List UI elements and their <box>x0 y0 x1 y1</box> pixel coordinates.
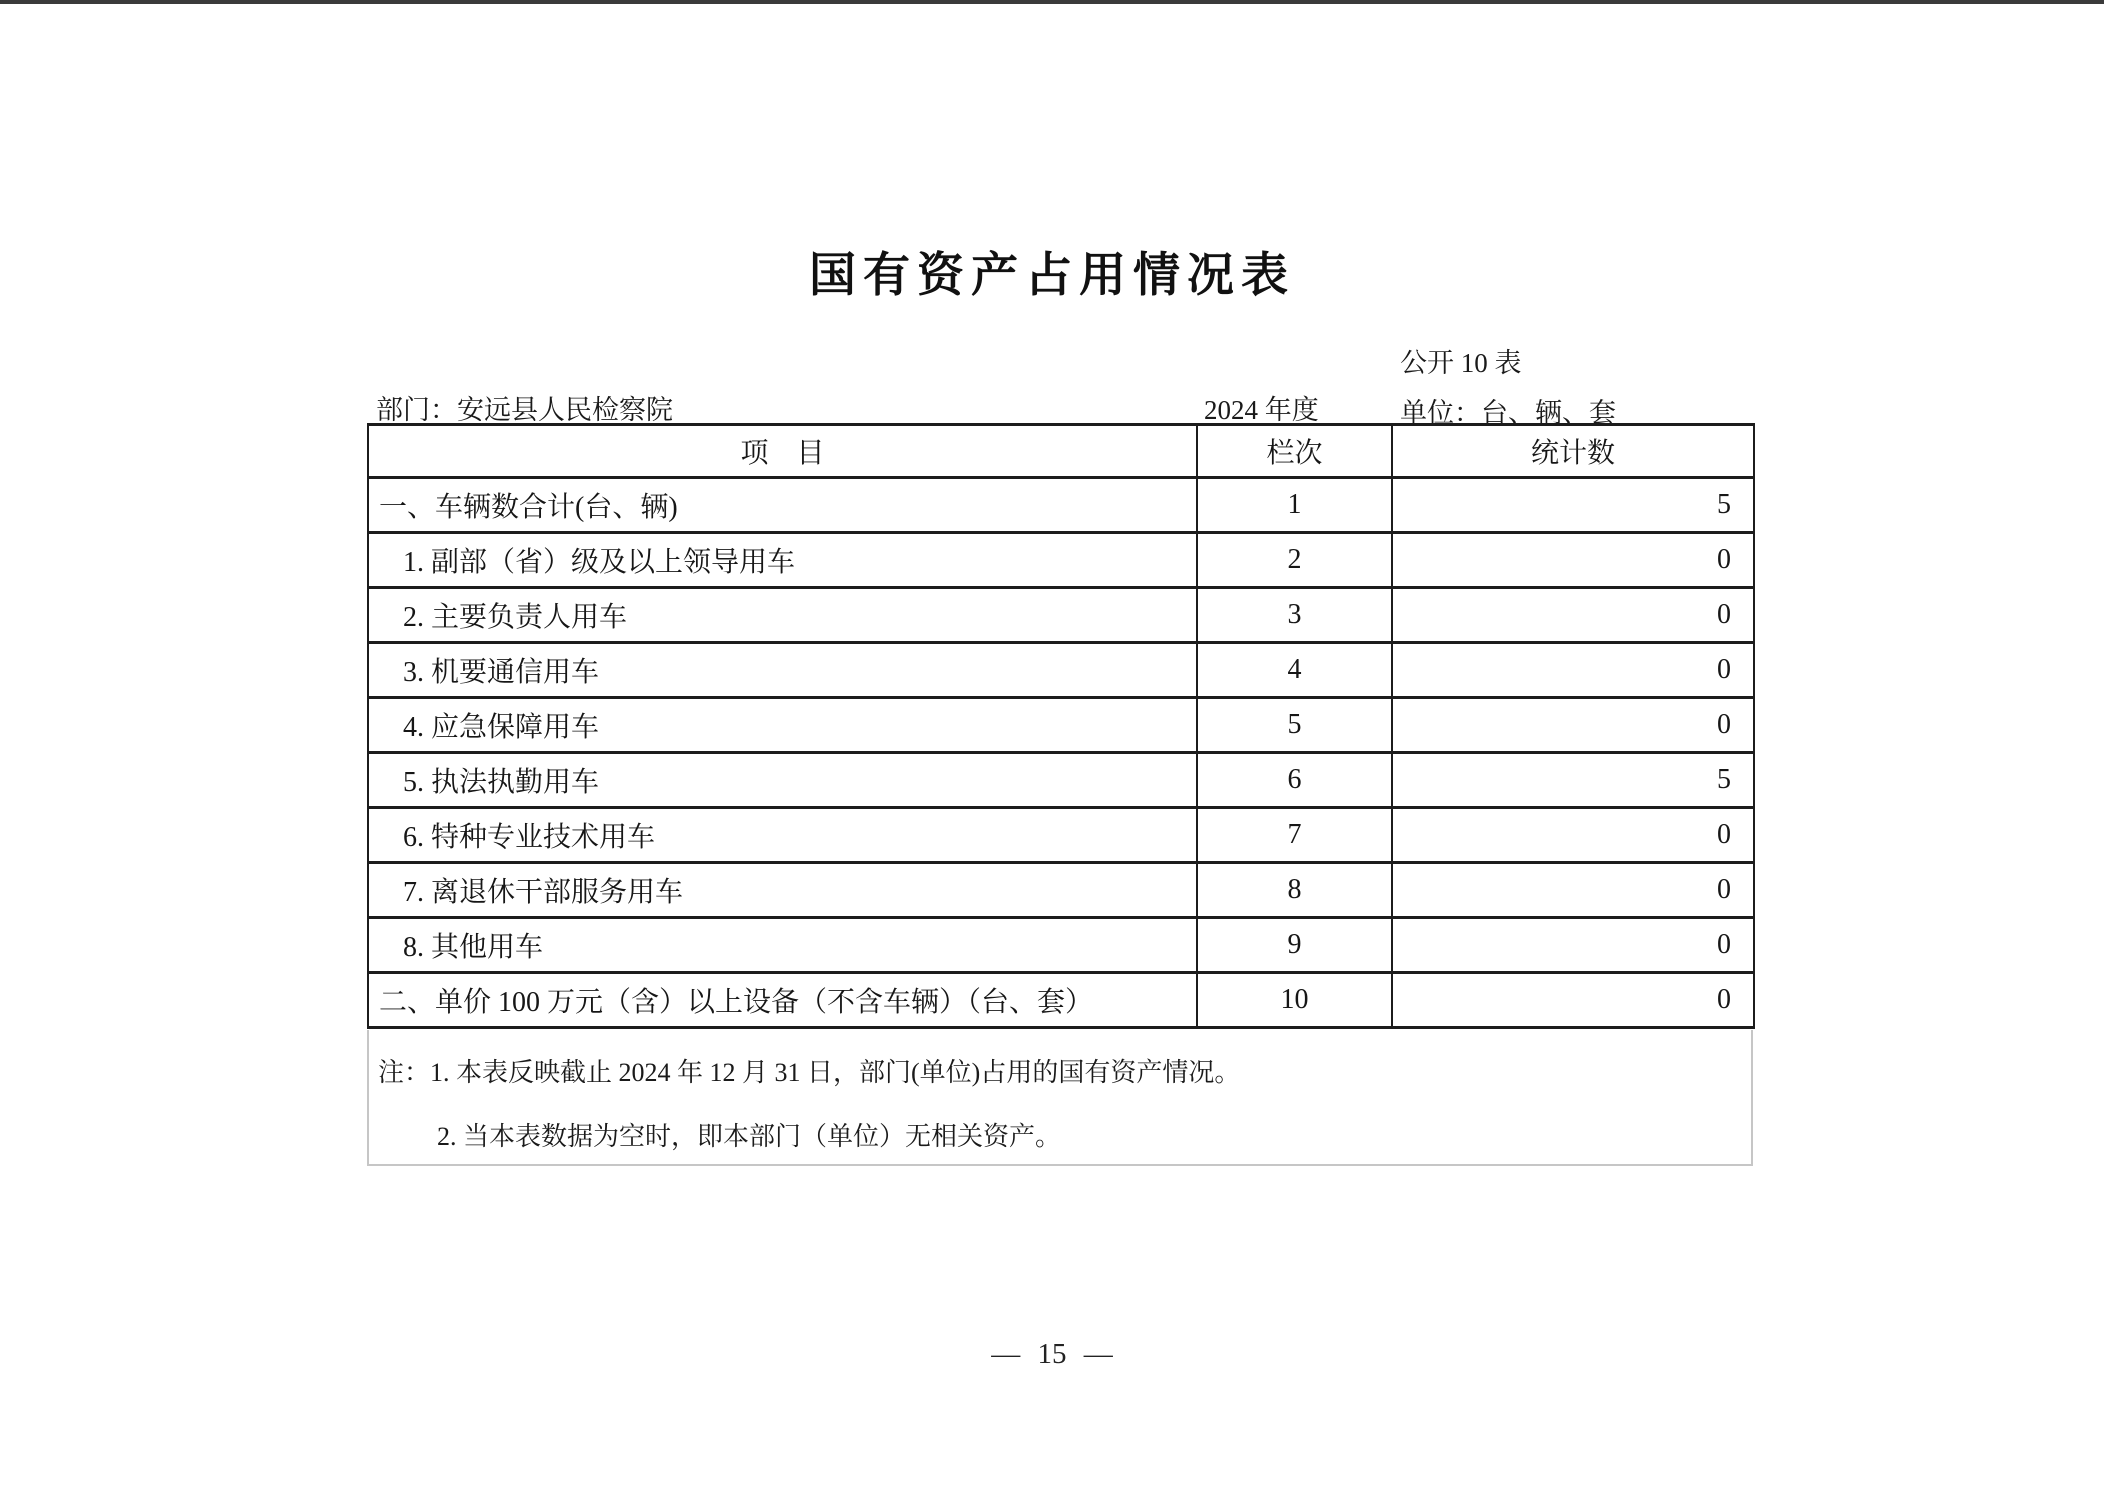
column-cell: 10 <box>1197 973 1392 1028</box>
table-header-row <box>368 425 1754 478</box>
column-cell: 5 <box>1197 698 1392 753</box>
table-row <box>368 643 1754 698</box>
table-row <box>368 973 1754 1028</box>
table-row <box>368 753 1754 808</box>
item-cell: 二、单价 100 万元（含）以上设备（不含车辆）（台、套） <box>368 973 1197 1028</box>
value-cell: 0 <box>1392 918 1754 973</box>
item-cell: 6. 特种专业技术用车 <box>368 808 1197 863</box>
table-row <box>368 698 1754 753</box>
value-cell: 5 <box>1392 478 1754 533</box>
page-title: 国有资产占用情况表 <box>809 248 1295 301</box>
notes-box <box>367 1030 1753 1166</box>
column-cell: 3 <box>1197 588 1392 643</box>
item-cell: 3. 机要通信用车 <box>368 643 1197 698</box>
year-label: 2024 年度 <box>1204 395 1319 425</box>
unit-label: 单位：台、辆、套 <box>1400 398 1616 428</box>
item-cell: 4. 应急保障用车 <box>368 698 1197 753</box>
item-cell: 2. 主要负责人用车 <box>368 588 1197 643</box>
header-item: 项 目 <box>368 425 1197 478</box>
table-row <box>368 918 1754 973</box>
item-cell: 5. 执法执勤用车 <box>368 753 1197 808</box>
window-top-border <box>0 0 2104 4</box>
table-row <box>368 588 1754 643</box>
public-table-label: 公开 10 表 <box>1400 348 1522 378</box>
column-cell: 4 <box>1197 643 1392 698</box>
value-cell: 0 <box>1392 698 1754 753</box>
table-row <box>368 533 1754 588</box>
column-cell: 8 <box>1197 863 1392 918</box>
item-cell: 8. 其他用车 <box>368 918 1197 973</box>
column-cell: 9 <box>1197 918 1392 973</box>
value-cell: 0 <box>1392 588 1754 643</box>
item-cell: 7. 离退休干部服务用车 <box>368 863 1197 918</box>
table-row <box>368 808 1754 863</box>
table-row <box>368 863 1754 918</box>
value-cell: 0 <box>1392 533 1754 588</box>
table-row <box>368 478 1754 533</box>
column-cell: 6 <box>1197 753 1392 808</box>
header-column: 栏次 <box>1197 425 1392 478</box>
department-label: 部门：安远县人民检察院 <box>376 395 673 425</box>
asset-table <box>367 423 1755 1029</box>
value-cell: 0 <box>1392 808 1754 863</box>
note-1: 注：1. 本表反映截止 2024 年 12 月 31 日，部门(单位)占用的国有资产情况。 <box>378 1058 1241 1087</box>
item-cell: 1. 副部（省）级及以上领导用车 <box>368 533 1197 588</box>
header-count: 统计数 <box>1392 425 1754 478</box>
column-cell: 7 <box>1197 808 1392 863</box>
value-cell: 0 <box>1392 643 1754 698</box>
column-cell: 2 <box>1197 533 1392 588</box>
value-cell: 0 <box>1392 863 1754 918</box>
column-cell: 1 <box>1197 478 1392 533</box>
value-cell: 5 <box>1392 753 1754 808</box>
item-cell: 一、车辆数合计(台、辆) <box>368 478 1197 533</box>
value-cell: 0 <box>1392 973 1754 1028</box>
page-number: — 15 — <box>991 1338 1113 1370</box>
note-2: 2. 当本表数据为空时，即本部门（单位）无相关资产。 <box>437 1122 1062 1151</box>
